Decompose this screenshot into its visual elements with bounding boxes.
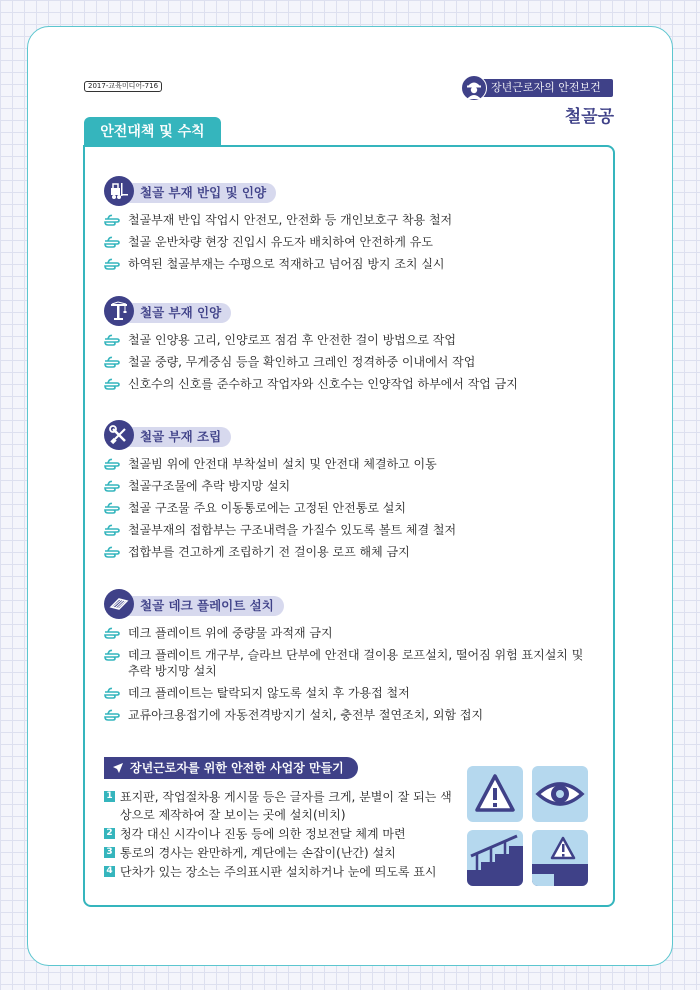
section-title: 철골 부재 인양 bbox=[126, 303, 231, 323]
list-item: 데크 플레이트는 탈락되지 않도록 설치 후 가용접 철저 bbox=[104, 685, 594, 701]
pointing-hand-icon bbox=[104, 524, 124, 537]
section-steel-assembly bbox=[104, 420, 456, 560]
tower-crane-icon bbox=[104, 296, 134, 326]
cursor-arrow-icon bbox=[112, 762, 124, 774]
forklift-icon bbox=[104, 176, 134, 206]
document-code: 2017-교육미디어-716 bbox=[84, 81, 162, 92]
list-item: 철골부재 반입 작업시 안전모, 안전화 등 개인보호구 착용 철저 bbox=[104, 212, 452, 228]
pointing-hand-icon bbox=[104, 214, 124, 227]
worker-icon bbox=[461, 75, 487, 101]
list-item: 철골구조물에 추락 방지망 설치 bbox=[104, 478, 456, 494]
pointing-hand-icon bbox=[104, 334, 124, 347]
list-item: 2 청각 대신 시각이나 진동 등에 의한 정보전달 체계 마련 bbox=[104, 825, 454, 843]
pointing-hand-icon bbox=[104, 458, 124, 471]
pointing-hand-icon bbox=[104, 236, 124, 249]
list-item: 하역된 철골부재는 수평으로 적재하고 넘어짐 방지 조치 실시 bbox=[104, 256, 452, 272]
list-item: 철골부재의 접합부는 구조내력을 가질수 있도록 볼트 체결 철저 bbox=[104, 522, 456, 538]
section-steel-lifting bbox=[104, 296, 518, 392]
section-title: 철골 데크 플레이트 설치 bbox=[126, 596, 284, 616]
pointing-hand-icon bbox=[104, 258, 124, 271]
stair-handrail-icon bbox=[467, 830, 523, 886]
pointing-hand-icon bbox=[104, 356, 124, 369]
bottom-section-header: 장년근로자를 위한 안전한 사업장 만들기 bbox=[104, 757, 358, 779]
list-item: 1 표지판, 작업절차용 게시물 등은 글자를 크게, 분별이 잘 되는 색상으로 제작하여 잘 보이는 곳에 설치(비치) bbox=[104, 788, 454, 824]
pointing-hand-icon bbox=[104, 378, 124, 391]
tools-icon bbox=[104, 420, 134, 450]
list-item: 철골 구조물 주요 이동통로에는 고정된 안전통로 설치 bbox=[104, 500, 456, 516]
series-badge bbox=[467, 79, 613, 97]
pointing-hand-icon bbox=[104, 480, 124, 493]
list-item: 철골 운반차량 현장 진입시 유도자 배치하여 안전하게 유도 bbox=[104, 234, 452, 250]
section-deck-plate bbox=[104, 589, 594, 723]
workplace-tips-list bbox=[104, 788, 454, 882]
pointing-hand-icon bbox=[104, 649, 124, 662]
page-title: 철골공 bbox=[564, 107, 614, 127]
deck-plate-icon bbox=[104, 589, 134, 619]
pointing-hand-icon bbox=[104, 502, 124, 515]
list-item: 접합부를 견고하게 조립하기 전 걸이용 로프 해체 금지 bbox=[104, 544, 456, 560]
section-title: 철골 부재 조립 bbox=[126, 427, 231, 447]
tab-safety-measures: 안전대책 및 수칙 bbox=[84, 117, 221, 147]
list-item: 데크 플레이트 개구부, 슬라브 단부에 안전대 걸이용 로프설치, 떨어짐 위험 표지설치 및 추락 방지망 설치 bbox=[104, 647, 594, 679]
pointing-hand-icon bbox=[104, 709, 124, 722]
step-warning-icon bbox=[532, 830, 588, 886]
list-item: 철골 인양용 고리, 인양로프 점검 후 안전한 걸이 방법으로 작업 bbox=[104, 332, 518, 348]
list-item: 4 단차가 있는 장소는 주의표시판 설치하거나 눈에 띄도록 표시 bbox=[104, 863, 454, 881]
warning-sign-icon bbox=[467, 766, 523, 822]
list-item: 철골빔 위에 안전대 부착설비 설치 및 안전대 체결하고 이동 bbox=[104, 456, 456, 472]
series-label: 장년근로자의 안전보건 bbox=[491, 81, 601, 94]
list-item: 데크 플레이트 위에 중량물 과적재 금지 bbox=[104, 625, 594, 641]
section-steel-delivery bbox=[104, 176, 452, 272]
section-title: 철골 부재 반입 및 인양 bbox=[126, 183, 276, 203]
list-item: 교류아크용접기에 자동전격방지기 설치, 충전부 절연조치, 외함 접지 bbox=[104, 707, 594, 723]
list-item: 철골 중량, 무게중심 등을 확인하고 크레인 정격하중 이내에서 작업 bbox=[104, 354, 518, 370]
list-item: 신호수의 신호를 준수하고 작업자와 신호수는 인양작업 하부에서 작업 금지 bbox=[104, 376, 518, 392]
pointing-hand-icon bbox=[104, 546, 124, 559]
pointing-hand-icon bbox=[104, 687, 124, 700]
pointing-hand-icon bbox=[104, 627, 124, 640]
list-item: 3 통로의 경사는 완만하게, 계단에는 손잡이(난간) 설치 bbox=[104, 844, 454, 862]
eye-icon bbox=[532, 766, 588, 822]
